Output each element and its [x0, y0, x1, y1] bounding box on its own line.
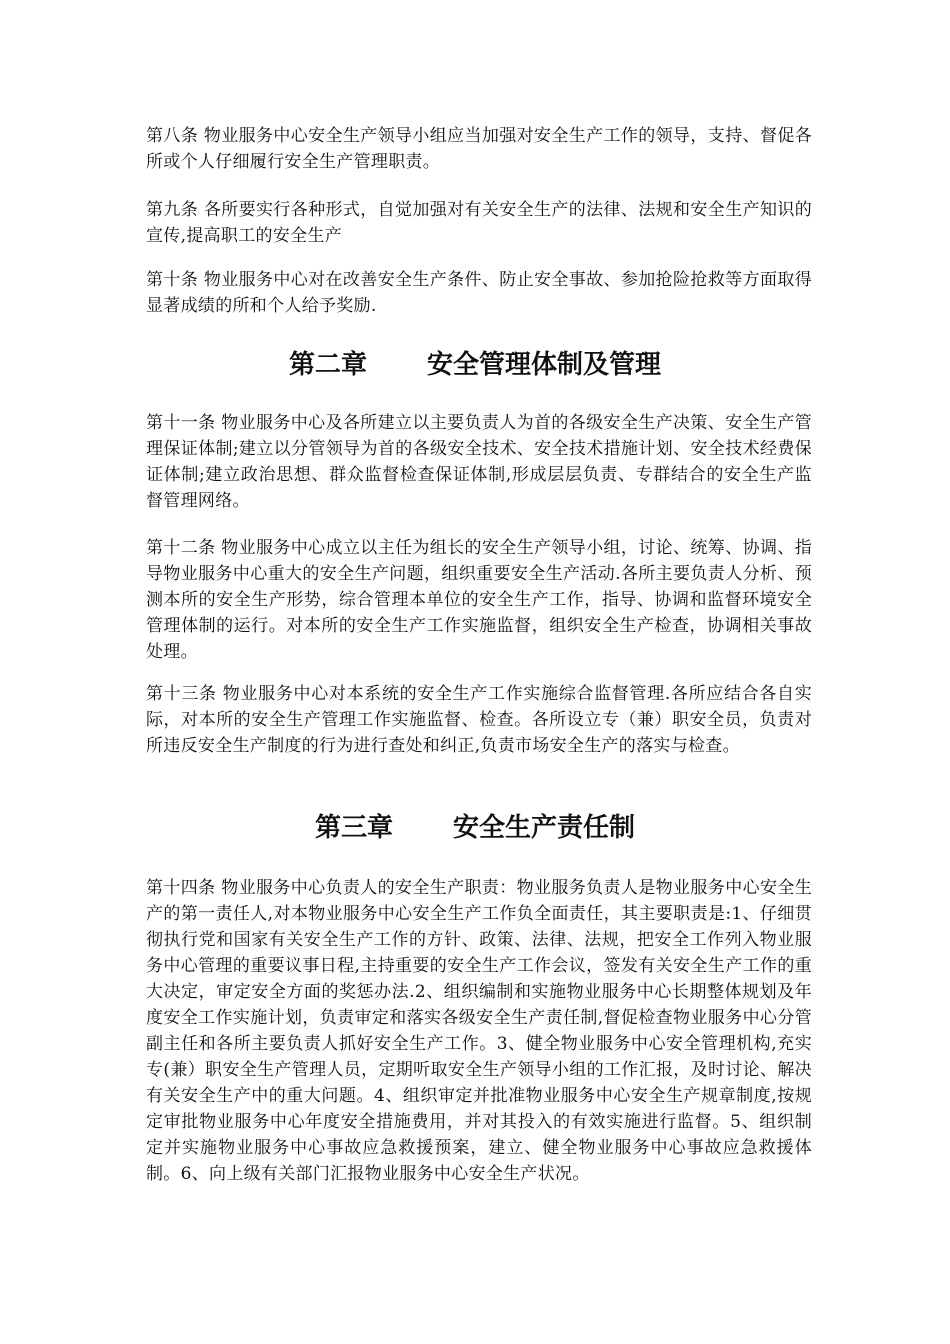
- chapter-3-number: 第三章: [314, 813, 393, 843]
- article-14: 第十四条 物业服务中心负责人的安全生产职责：物业服务负责人是物业服务中心安全生产的第一责任人,对本物业服务中心安全生产工作负全面责任，其主要职责是:1、仔细贯彻执行党和国家有关安全生产工作的方针、政策、法律、法规，把安全工作列入物业服务中心管理的重要议事日程,主持重要的安全生产工作会议，签发有关安全生产工作的重大决定，审定安全方面的奖惩办法.2、组织编制和实施物业服务中心长期整体规划及年度安全工作实施计划，负责审定和落实各级安全生产责任制,督促检查物业服务中心分管副主任和各所主要负责人抓好安全生产工作。3、健全物业服务中心安全管理机构,充实专(兼）职安全生产管理人员，定期听取安全生产领导小组的工作汇报，及时讨论、解决有关安全生产中的重大问题。4、组织审定并批准物业服务中心安全生产规章制度,按规定审批物业服务中心年度安全措施费用，并对其投入的有效实施进行监督。5、组织制定并实施物业服务中心事故应急救援预案，建立、健全物业服务中心事故应急救援体制。6、向上级有关部门汇报物业服务中心安全生产状况。: [146, 878, 812, 1184]
- article-11: 第十一条 物业服务中心及各所建立以主要负责人为首的各级安全生产决策、安全生产管理保证体制;建立以分管领导为首的各级安全技术、安全技术措施计划、安全技术经费保证体制;建立政治思想、群众监督检查保证体制,形成层层负责、专群结合的安全生产监督管理网络。: [146, 413, 812, 511]
- chapter-3-title: 安全生产责任制: [453, 813, 636, 843]
- chapter-3-heading: [0, 811, 950, 845]
- chapter-2-number: 第二章: [288, 350, 367, 380]
- article-8: 第八条 物业服务中心安全生产领导小组应当加强对安全生产工作的领导，支持、督促各所或个人仔细履行安全生产管理职责。: [146, 126, 812, 172]
- chapter-2-heading: [0, 348, 950, 382]
- article-12: 第十二条 物业服务中心成立以主任为组长的安全生产领导小组，讨论、统筹、协调、指导物业服务中心重大的安全生产问题，组织重要安全生产活动.各所主要负责人分析、预测本所的安全生产形势，综合管理本单位的安全生产工作，指导、协调和监督环境安全管理体制的运行。对本所的安全生产工作实施监督，组织安全生产检查，协调相关事故处理。: [146, 538, 812, 662]
- article-13: 第十三条 物业服务中心对本系统的安全生产工作实施综合监督管理.各所应结合各自实际，对本所的安全生产管理工作实施监督、检查。各所设立专（兼）职安全员，负责对所违反安全生产制度的行为进行查处和纠正,负责市场安全生产的落实与检查。: [146, 684, 812, 756]
- chapter-2-title: 安全管理体制及管理: [427, 350, 662, 380]
- article-9: 第九条 各所要实行各种形式，自觉加强对有关安全生产的法律、法规和安全生产知识的宣传,提高职工的安全生产: [146, 200, 812, 246]
- article-10: 第十条 物业服务中心对在改善安全生产条件、防止安全事故、参加抢险抢救等方面取得显著成绩的所和个人给予奖励.: [146, 270, 812, 316]
